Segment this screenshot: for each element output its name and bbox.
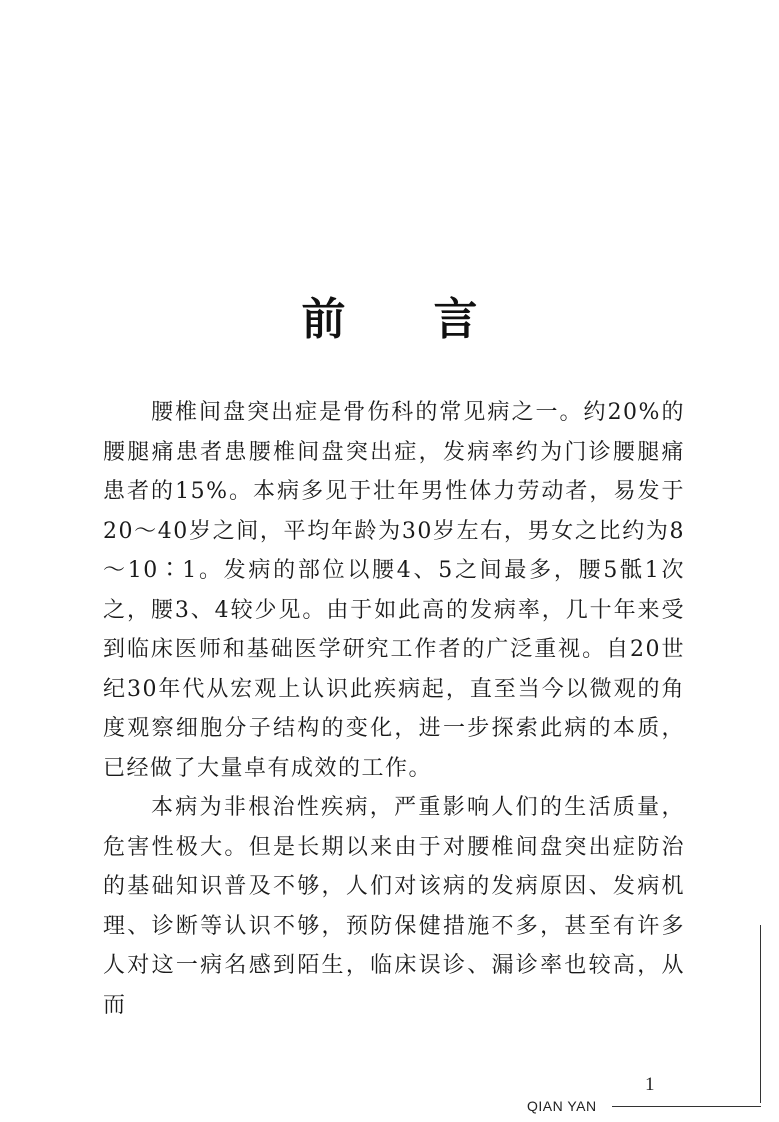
- page-number: 1: [645, 1074, 655, 1095]
- paragraph-1: 腰椎间盘突出症是骨伤科的常见病之一。约20%的腰腿痛患者患腰椎间盘突出症，发病率约为门诊腰腿痛患者的15%。本病多见于壮年男性体力劳动者，易发于20～40岁之间，平均年龄为30岁左右，男女之比约为8～10∶1。发病的部位以腰4、5之间最多，腰5骶1次之，腰3、4较少见。由于如此高的发病率，几十年来受到临床医师和基础医学研究工作者的广泛重视。自20世纪30年代从宏观上认识此疾病起，直至当今以微观的角度观察细胞分子结构的变化，进一步探索此病的本质，已经做了大量卓有成效的工作。: [103, 400, 685, 781]
- body-text: [103, 393, 685, 1025]
- page-title: 前言: [301, 294, 566, 345]
- running-head: QIAN YAN: [527, 1098, 597, 1114]
- margin-rule: [760, 925, 761, 1103]
- paragraph-2: 本病为非根治性疾病，严重影响人们的生活质量，危害性极大。但是长期以来由于对腰椎间盘突出症防治的基础知识普及不够，人们对该病的发病原因、发病机理、诊断等认识不够，预防保健措施不多，甚至有许多人对这一病名感到陌生，临床误诊、漏诊率也较高，从而: [103, 795, 685, 1018]
- footer-rule: [612, 1106, 761, 1107]
